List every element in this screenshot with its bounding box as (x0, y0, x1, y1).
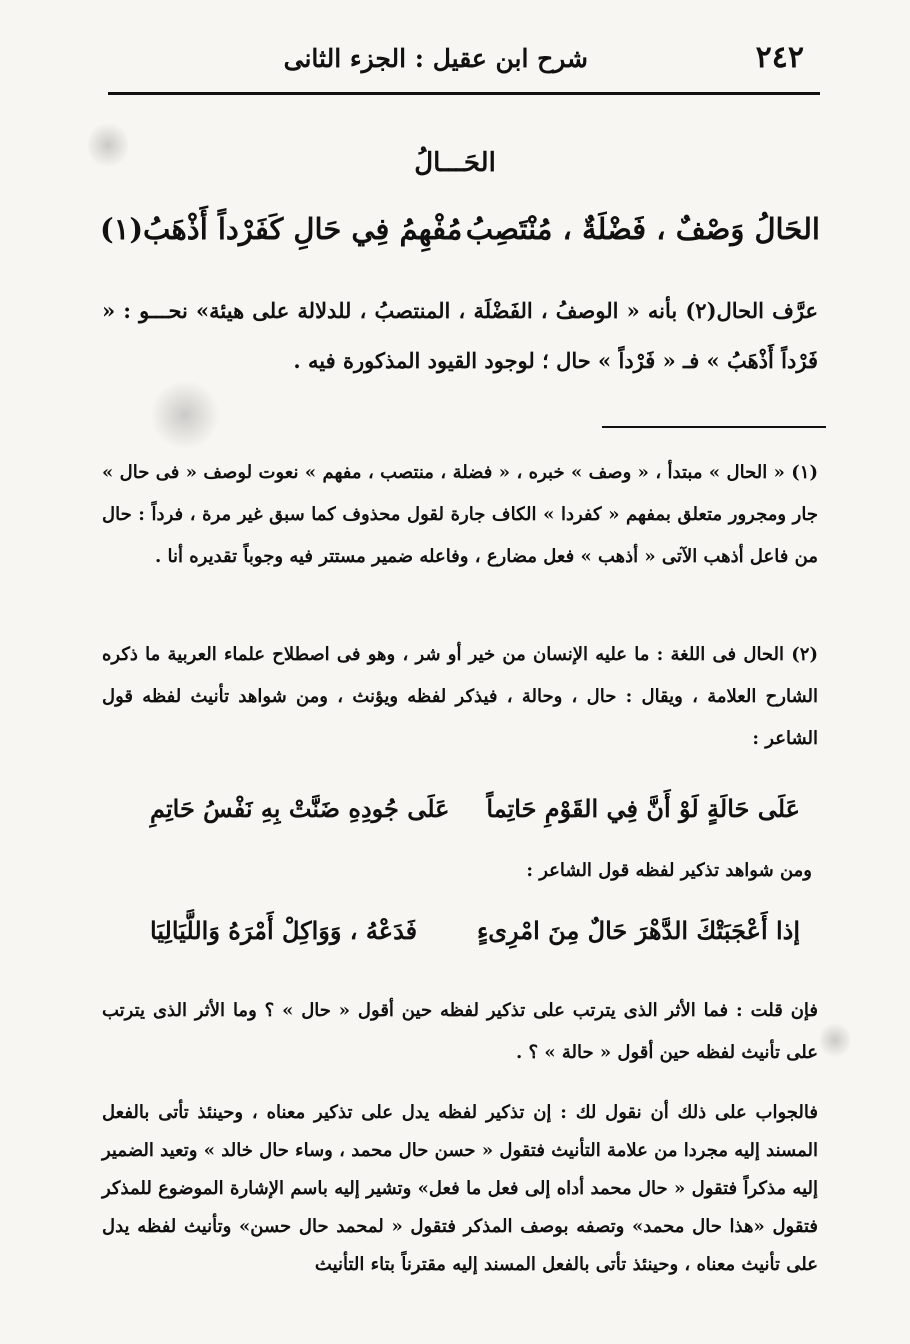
verse-hemistich-second: مُفْهِمُ فِي حَالِ كَفَرْداً أَذْهَبُ(١) (100, 212, 463, 246)
footnote-separator (602, 426, 826, 428)
running-title: شرح ابن عقيل : الجزء الثانى (283, 44, 588, 73)
paper-stain (88, 120, 128, 170)
header-rule (108, 92, 820, 95)
verse-hemistich-first: إذا أَعْجَبَتْكَ الدَّهْرَ حَالٌ مِنَ امْرِىءٍ (476, 916, 800, 945)
footnote-1: (١) « الحال » مبتدأ ، « وصف » خبره ، « فضلة ، منتصب ، مفهم » نعوت لوصف « فى حال » جار ومجرور متعلق بمفهم « كفردا » الكاف جارة لقول محذوف كما سبق غير مرة ، فرداً : حال من فاعل أذهب الآتى « أذهب » فعل مضارع ، وفاعله ضمير مستتر فيه وجوباً تقديره أنا . (102, 462, 818, 567)
masculine-intro: ومن شواهد تذكير لفظه قول الشاعر : (526, 860, 812, 881)
answer-paragraph: فالجواب على ذلك أن نقول لك : إن تذكير لفظه يدل على تذكير معناه ، وحينئذ تأتى بالفعل المسند إليه مجردا من علامة التأنيث فتقول « حسن حال محمد ، وساء حال خالد » وتعيد الضمير إليه مذكراً فتقول « حال محمد أداه إلى فعل ما فعل» وتشير إليه باسم الإشارة الموضوع للمذكر فتقول «هذا حال محمد» وتصفه بوصف المذكر فتقول « لمحمد حال حسن» وتأنيث لفظه يدل على تأنيث معناه ، وحينئذ تأتى بالفعل المسند إليه مقترناً بتاء التأنيث (102, 1102, 818, 1275)
verse-hemistich-second: عَلَى جُودِهِ ضَنَّتْ بِهِ نَفْسُ حَاتِمِ (150, 794, 450, 823)
verse-feminine-example (150, 794, 800, 838)
section-title: الحَـــالُ (414, 148, 496, 178)
verse-hemistich-second: فَدَعْهُ ، وَوَاكِلْ أَمْرَهُ وَاللَّيَالِيَا (150, 916, 418, 945)
paper-stain (150, 380, 220, 450)
verse-hemistich-first: الحَالُ وَصْفٌ ، فَضْلَةٌ ، مُنْتَصِبُ ، (446, 212, 820, 246)
footnote-2: (٢) الحال فى اللغة : ما عليه الإنسان من خير أو شر ، وهو فى اصطلاح علماء العربية ما ذكره الشارح العلامة ، ويقال : حال ، وحالة ، فيذكر لفظه ويؤنث ، ومن شواهد تأنيث لفظه قول الشاعر : (102, 644, 818, 749)
question-paragraph: فإن قلت : فما الأثر الذى يترتب على تذكير لفظه حين أقول « حال » ؟ وما الأثر الذى يترتب على تأنيث لفظه حين أقول « حالة » ؟ . (102, 1000, 818, 1063)
verse-masculine-example (150, 916, 800, 960)
paper-stain (820, 1020, 850, 1060)
explanation-paragraph: عرَّف الحال(٢) بأنه « الوصفُ ، الفَضْلَة ، المنتصبُ ، للدلالة على هيئة» نحـــو : « فَرْداً أَذْهَبُ » فـ « فَرْداً » حال ؛ لوجود القيود المذكورة فيه . (102, 298, 818, 373)
page-number: ٢٤٢ (755, 40, 804, 75)
main-verse (100, 212, 820, 262)
running-header (108, 40, 818, 88)
verse-hemistich-first: عَلَى حَالَةٍ لَوْ أَنَّ فِي القَوْمِ حَاتِماً (486, 794, 800, 823)
